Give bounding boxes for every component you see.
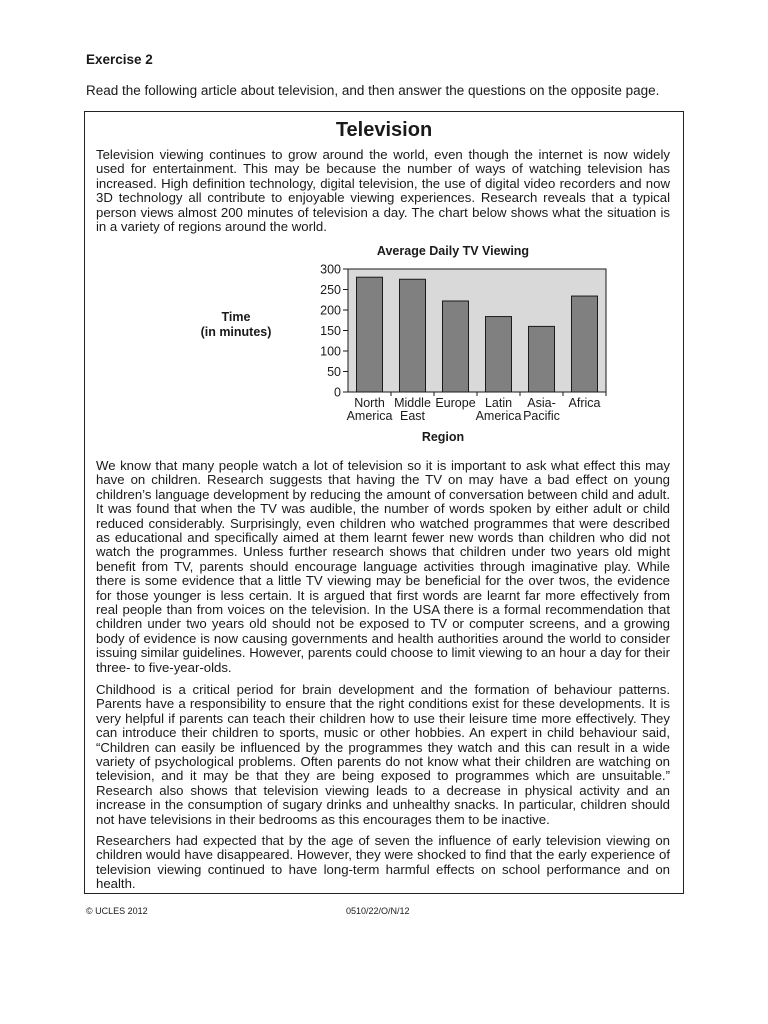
y-tick-label: 150: [320, 324, 341, 338]
x-tick-label: Asia-: [527, 396, 556, 410]
bar: [357, 277, 383, 392]
paper-code-footer: 0510/22/O/N/12: [346, 906, 410, 916]
article-paragraph: Researchers had expected that by the age of seven the influence of early television viewing on children would have disappeared. However, they were shocked to find that the early experience of television viewing continued to have long-term harmful effects on school performance and on health.: [96, 833, 670, 892]
x-tick-label: America: [475, 409, 522, 423]
chart-title: Average Daily TV Viewing: [376, 244, 530, 258]
exercise-title: Exercise 2: [86, 52, 153, 67]
x-tick-label: North: [354, 396, 385, 410]
x-tick-label: East: [399, 409, 426, 423]
bar-chart: [145, 240, 625, 450]
article-paragraph: Childhood is a critical period for brain development and the formation of behaviour patterns. Parents have a responsibility to ensure that the right conditions exist for these developments. It is very helpful if parents can teach their children how to use their leisure time more effectively. They can introduce their children to sports, music or other hobbies. An expert in child behaviour said, “Children can easily be influenced by the programmes they watch and this can result in a wide variety of psychological problems. Often parents do not know what their children are watching on television, and it may be that they are being exposed to programmes which are unsuitable.” Research also shows that television viewing leads to a decrease in physical activity and an increase in the consumption of sugary drinks and unhealthy snacks. In particular, children should not have televisions in their bedrooms as this encourages them to be inactive.: [96, 682, 670, 827]
y-tick-label: 250: [320, 283, 341, 297]
y-tick-label: 0: [334, 385, 341, 400]
y-tick-label: 50: [327, 365, 341, 379]
exercise-instruction: Read the following article about television, and then answer the questions on the opposite page.: [86, 83, 660, 98]
plot-area: [348, 269, 606, 392]
y-tick-label: 200: [320, 303, 341, 318]
copyright-footer: © UCLES 2012: [86, 906, 148, 916]
chart-svg: [145, 240, 625, 450]
x-tick-label: Europe: [435, 396, 476, 410]
x-tick-label: Africa: [568, 396, 601, 410]
bar: [443, 301, 469, 392]
article-paragraph: We know that many people watch a lot of television so it is important to ask what effect this may have on children. Research suggests that having the TV on may have a bad effect on young children’s language development by reducing the amount of conversation between child and adult. It was found that when the TV was audible, the number of words spoken by either adult or child reduced considerably. Surprisingly, even children who watched programmes that were described as educational and specifically aimed at them learnt fewer new words than children who did not watch the programmes. Unless further research shows that children under two years old might benefit from TV, parents should encourage language activities through imaginative play. While there is some evidence that a little TV viewing may be beneficial for the over twos, the evidence for those younger is less certain. It is argued that first words are learnt far more effectively from real people than from voices on the television. In the USA there is a formal recommendation that children under two years old should not be exposed to TV or computer screens, and a growing body of evidence is now causing governments and health authorities around the world to consider issuing similar guidelines. However, parents could choose to limit viewing to an hour a day for their three- to five-year-olds.: [96, 458, 670, 675]
y-axis-label: Time: [221, 310, 251, 324]
x-tick-label: Middle: [394, 396, 431, 410]
x-tick-label: Pacific: [523, 409, 560, 423]
bar: [529, 326, 555, 392]
article-box: [84, 111, 684, 894]
bar: [400, 279, 426, 392]
article-paragraph: Television viewing continues to grow around the world, even though the internet is now widely used for entertainment. This may be because the number of ways of watching television has increased. High definition technology, digital television, the use of digital video recorders and now 3D technology all contribute to enjoyable viewing experiences. Research reveals that a typical person views almost 200 minutes of television a day. The chart below shows what the situation is in a variety of regions around the world.: [96, 147, 670, 235]
y-axis-label: (in minutes): [200, 325, 272, 339]
y-tick-label: 300: [320, 262, 341, 277]
x-tick-label: America: [346, 409, 393, 423]
y-tick-label: 100: [320, 344, 341, 359]
x-tick-label: Latin: [484, 396, 513, 410]
article-title: Television: [335, 119, 433, 141]
bar: [572, 296, 598, 392]
bar: [486, 317, 512, 392]
x-axis-label: Region: [421, 430, 465, 444]
